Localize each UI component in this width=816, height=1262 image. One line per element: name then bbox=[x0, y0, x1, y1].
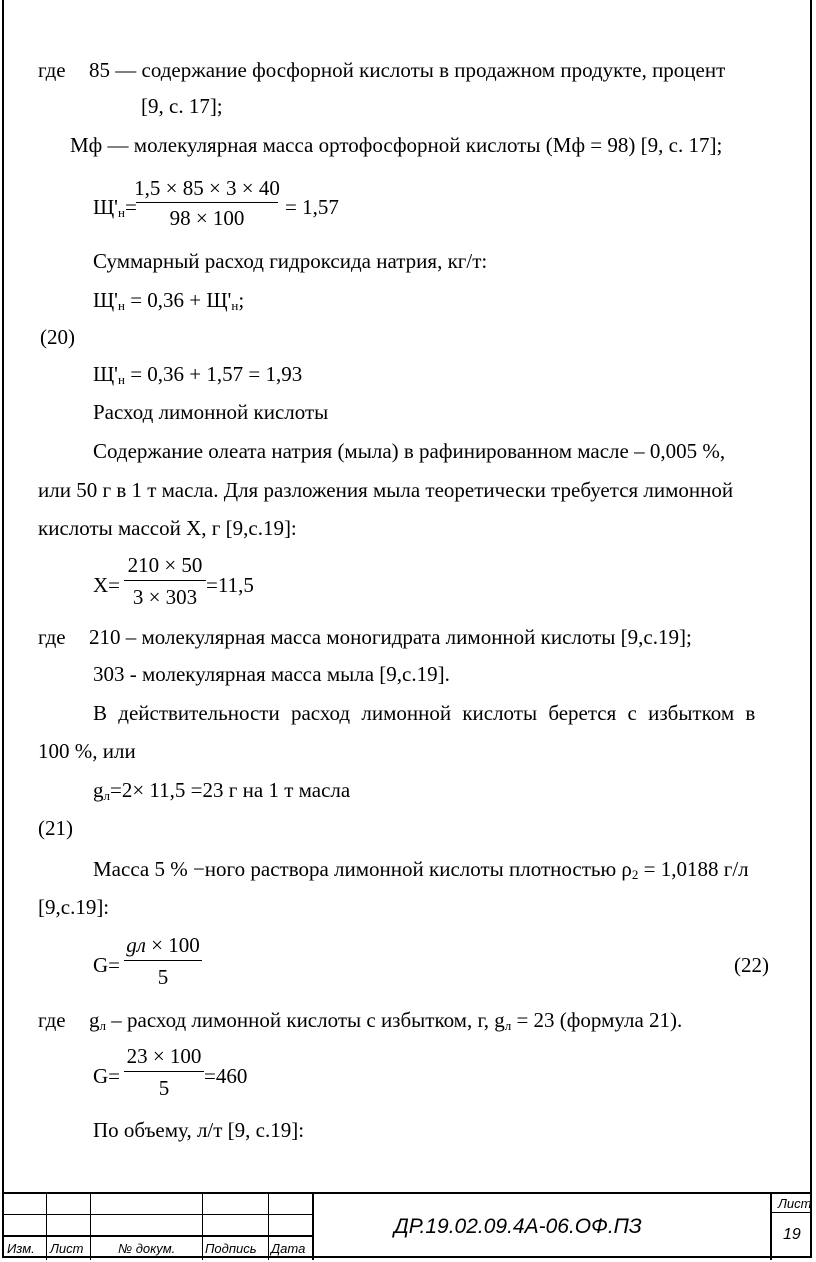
text-line: 303 - молекулярная масса мыла [9,с.19]. bbox=[93, 662, 450, 686]
text-line: Содержание олеата натрия (мыла) в рафинированном масле – 0,005 %, bbox=[93, 439, 726, 463]
sheet-label: Лист bbox=[778, 1196, 812, 1211]
fraction-bar bbox=[124, 580, 206, 581]
formula-result: =460 bbox=[204, 1064, 248, 1088]
text-line: Расход лимонной кислоты bbox=[93, 400, 329, 424]
formula-result: = 1,57 bbox=[285, 195, 339, 219]
col-date: Дата bbox=[271, 1241, 306, 1256]
text-line: 210 – молекулярная масса моногидрата лимонной кислоты [9,с.19]; bbox=[89, 625, 692, 649]
formula-lhs: Щ' bbox=[93, 195, 118, 219]
fraction bbox=[132, 178, 282, 230]
document-code: ДР.19.02.09.4А-06.ОФ.ПЗ bbox=[394, 1215, 642, 1238]
formula-lhs: G= bbox=[93, 953, 121, 977]
text-line: [9,с.19]: bbox=[38, 895, 110, 919]
text-line: По объему, л/т [9, с.19]: bbox=[93, 1118, 305, 1142]
fraction-bar bbox=[124, 1071, 204, 1072]
text-line: [9, с. 17]; bbox=[141, 94, 223, 118]
col-izm: Изм. bbox=[7, 1241, 35, 1256]
numerator: gл × 100 bbox=[126, 933, 200, 957]
formula-line: $Щ'_н = 0,36 + 1,57 = 1,93$ bbox=[93, 362, 303, 387]
fraction-bar bbox=[136, 202, 278, 203]
denominator: 5 bbox=[157, 965, 169, 989]
col-signature: Подпись bbox=[205, 1241, 257, 1256]
text-line: кислоты массой Х, г [9,с.19]: bbox=[38, 516, 297, 540]
text-line: 85 — содержание фосфорной кислоты в продажном продукте, процент bbox=[89, 58, 726, 82]
formula-result: =11,5 bbox=[206, 573, 254, 597]
fraction bbox=[122, 1046, 206, 1098]
denominator: 5 bbox=[158, 1076, 170, 1100]
col-list: Лист bbox=[50, 1241, 84, 1256]
numerator: 210 × 50 bbox=[127, 553, 203, 577]
formula-lhs: Х= bbox=[93, 573, 121, 597]
col-doc-number: № докум. bbox=[118, 1241, 176, 1256]
formula-eq: = bbox=[124, 195, 137, 219]
text-line: 100 %, или bbox=[38, 739, 136, 763]
text-line: $g_л$ – расход лимонной кислоты с избытком, г, $g_л = 23$ (формула 21). bbox=[89, 1008, 683, 1033]
equation-number: (20) bbox=[40, 325, 75, 349]
text-line: Мф — молекулярная масса ортофосфорной кислоты (Мф = 98) [9, с. 17]; bbox=[70, 133, 723, 157]
fraction bbox=[122, 555, 208, 607]
text-line: Масса 5 % −ного раствора лимонной кислоты плотностью $\rho_2 = 1,0188$ г/л bbox=[93, 857, 749, 882]
formula-line: $g_л=2\times 11,5 =23$ г на 1 т масла bbox=[93, 778, 351, 803]
denominator: 98 × 100 bbox=[169, 206, 245, 230]
text-line: В действительности расход лимонной кислоты берется с избытком в bbox=[93, 701, 756, 725]
fraction-bar bbox=[124, 960, 202, 961]
numerator: 23 × 100 bbox=[126, 1044, 202, 1068]
numerator: 1,5 × 85 × 3 × 40 bbox=[134, 176, 280, 200]
where-label: где bbox=[38, 58, 66, 82]
where-label: где bbox=[38, 625, 66, 649]
formula-subscript: н bbox=[117, 205, 125, 220]
text-line: или 50 г в 1 т масла. Для разложения мыла теоретически требуется лимонной bbox=[38, 478, 734, 502]
formula-lhs: G= bbox=[93, 1064, 121, 1088]
text-line: Суммарный расход гидроксида натрия, кг/т: bbox=[93, 249, 488, 273]
title-block bbox=[2, 1192, 812, 1260]
formula-line: $Щ'_н = 0,36 + Щ'_н$; bbox=[93, 288, 245, 313]
sheet-number: 19 bbox=[783, 1226, 801, 1243]
fraction bbox=[122, 935, 204, 987]
equation-number: (22) bbox=[734, 953, 769, 977]
denominator: 3 × 303 bbox=[132, 585, 198, 609]
where-label: где bbox=[38, 1008, 66, 1032]
equation-number: (21) bbox=[38, 816, 73, 840]
